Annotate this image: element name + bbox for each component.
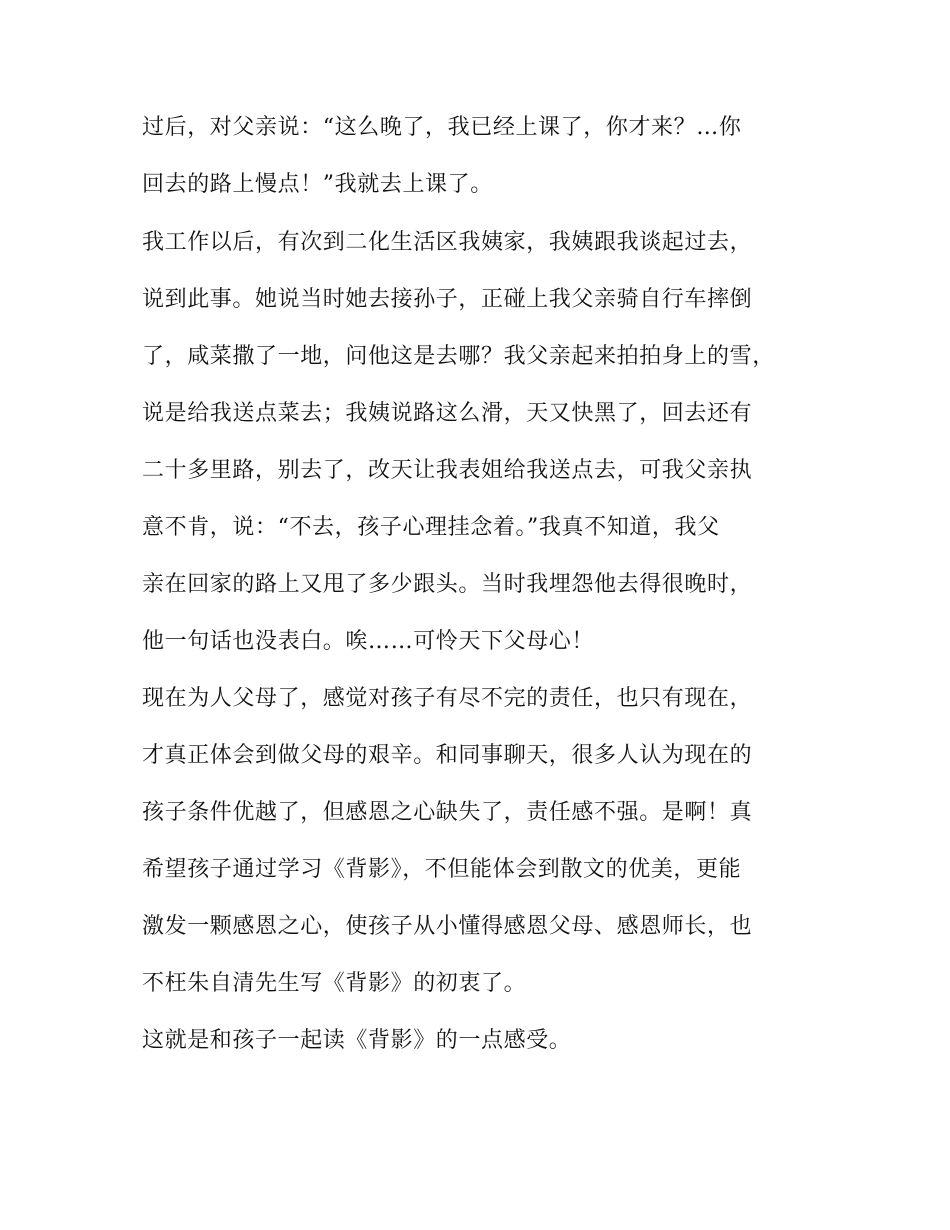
text-line: 他一句话也没表白。唉……可怜天下父母心！ <box>142 629 595 654</box>
text-line: 意不肯，说：“不去，孩子心理挂念着。”我真不知道，我父 <box>142 515 720 540</box>
text-line: 说是给我送点菜去；我姨说路这么滑，天又快黑了，回去还有 <box>142 401 753 426</box>
text-line: 激发一颗感恩之心，使孩子从小懂得感恩父母、感恩师长，也 <box>142 914 753 939</box>
text-line: 过后，对父亲说：“这么晚了，我已经上课了，你才来？…你 <box>142 115 742 140</box>
text-line: 这就是和孩子一起读《背影》的一点感受。 <box>142 1028 572 1053</box>
text-line: 了，咸菜撒了一地，问他这是去哪？我父亲起来拍拍身上的雪， <box>142 344 775 369</box>
text-line: 孩子条件优越了，但感恩之心缺失了，责任感不强。是啊！真 <box>142 800 753 825</box>
text-line: 二十多里路，别去了，改天让我表姐给我送点去，可我父亲执 <box>142 458 753 483</box>
text-line: 回去的路上慢点！”我就去上课了。 <box>142 172 493 197</box>
text-line: 才真正体会到做父母的艰辛。和同事聊天，很多人认为现在的 <box>142 743 753 768</box>
text-line: 不枉朱自清先生写《背影》的初衷了。 <box>142 971 527 996</box>
text-line: 亲在回家的路上又甩了多少跟头。当时我埋怨他去得很晚时， <box>142 572 753 597</box>
text-line: 说到此事。她说当时她去接孙子，正碰上我父亲骑自行车摔倒 <box>142 287 753 312</box>
text-line: 我工作以后，有次到二化生活区我姨家，我姨跟我谈起过去， <box>142 230 753 255</box>
text-line: 希望孩子通过学习《背影》，不但能体会到散文的优美，更能 <box>142 857 742 882</box>
text-line: 现在为人父母了，感觉对孩子有尽不完的责任，也只有现在， <box>142 686 753 711</box>
